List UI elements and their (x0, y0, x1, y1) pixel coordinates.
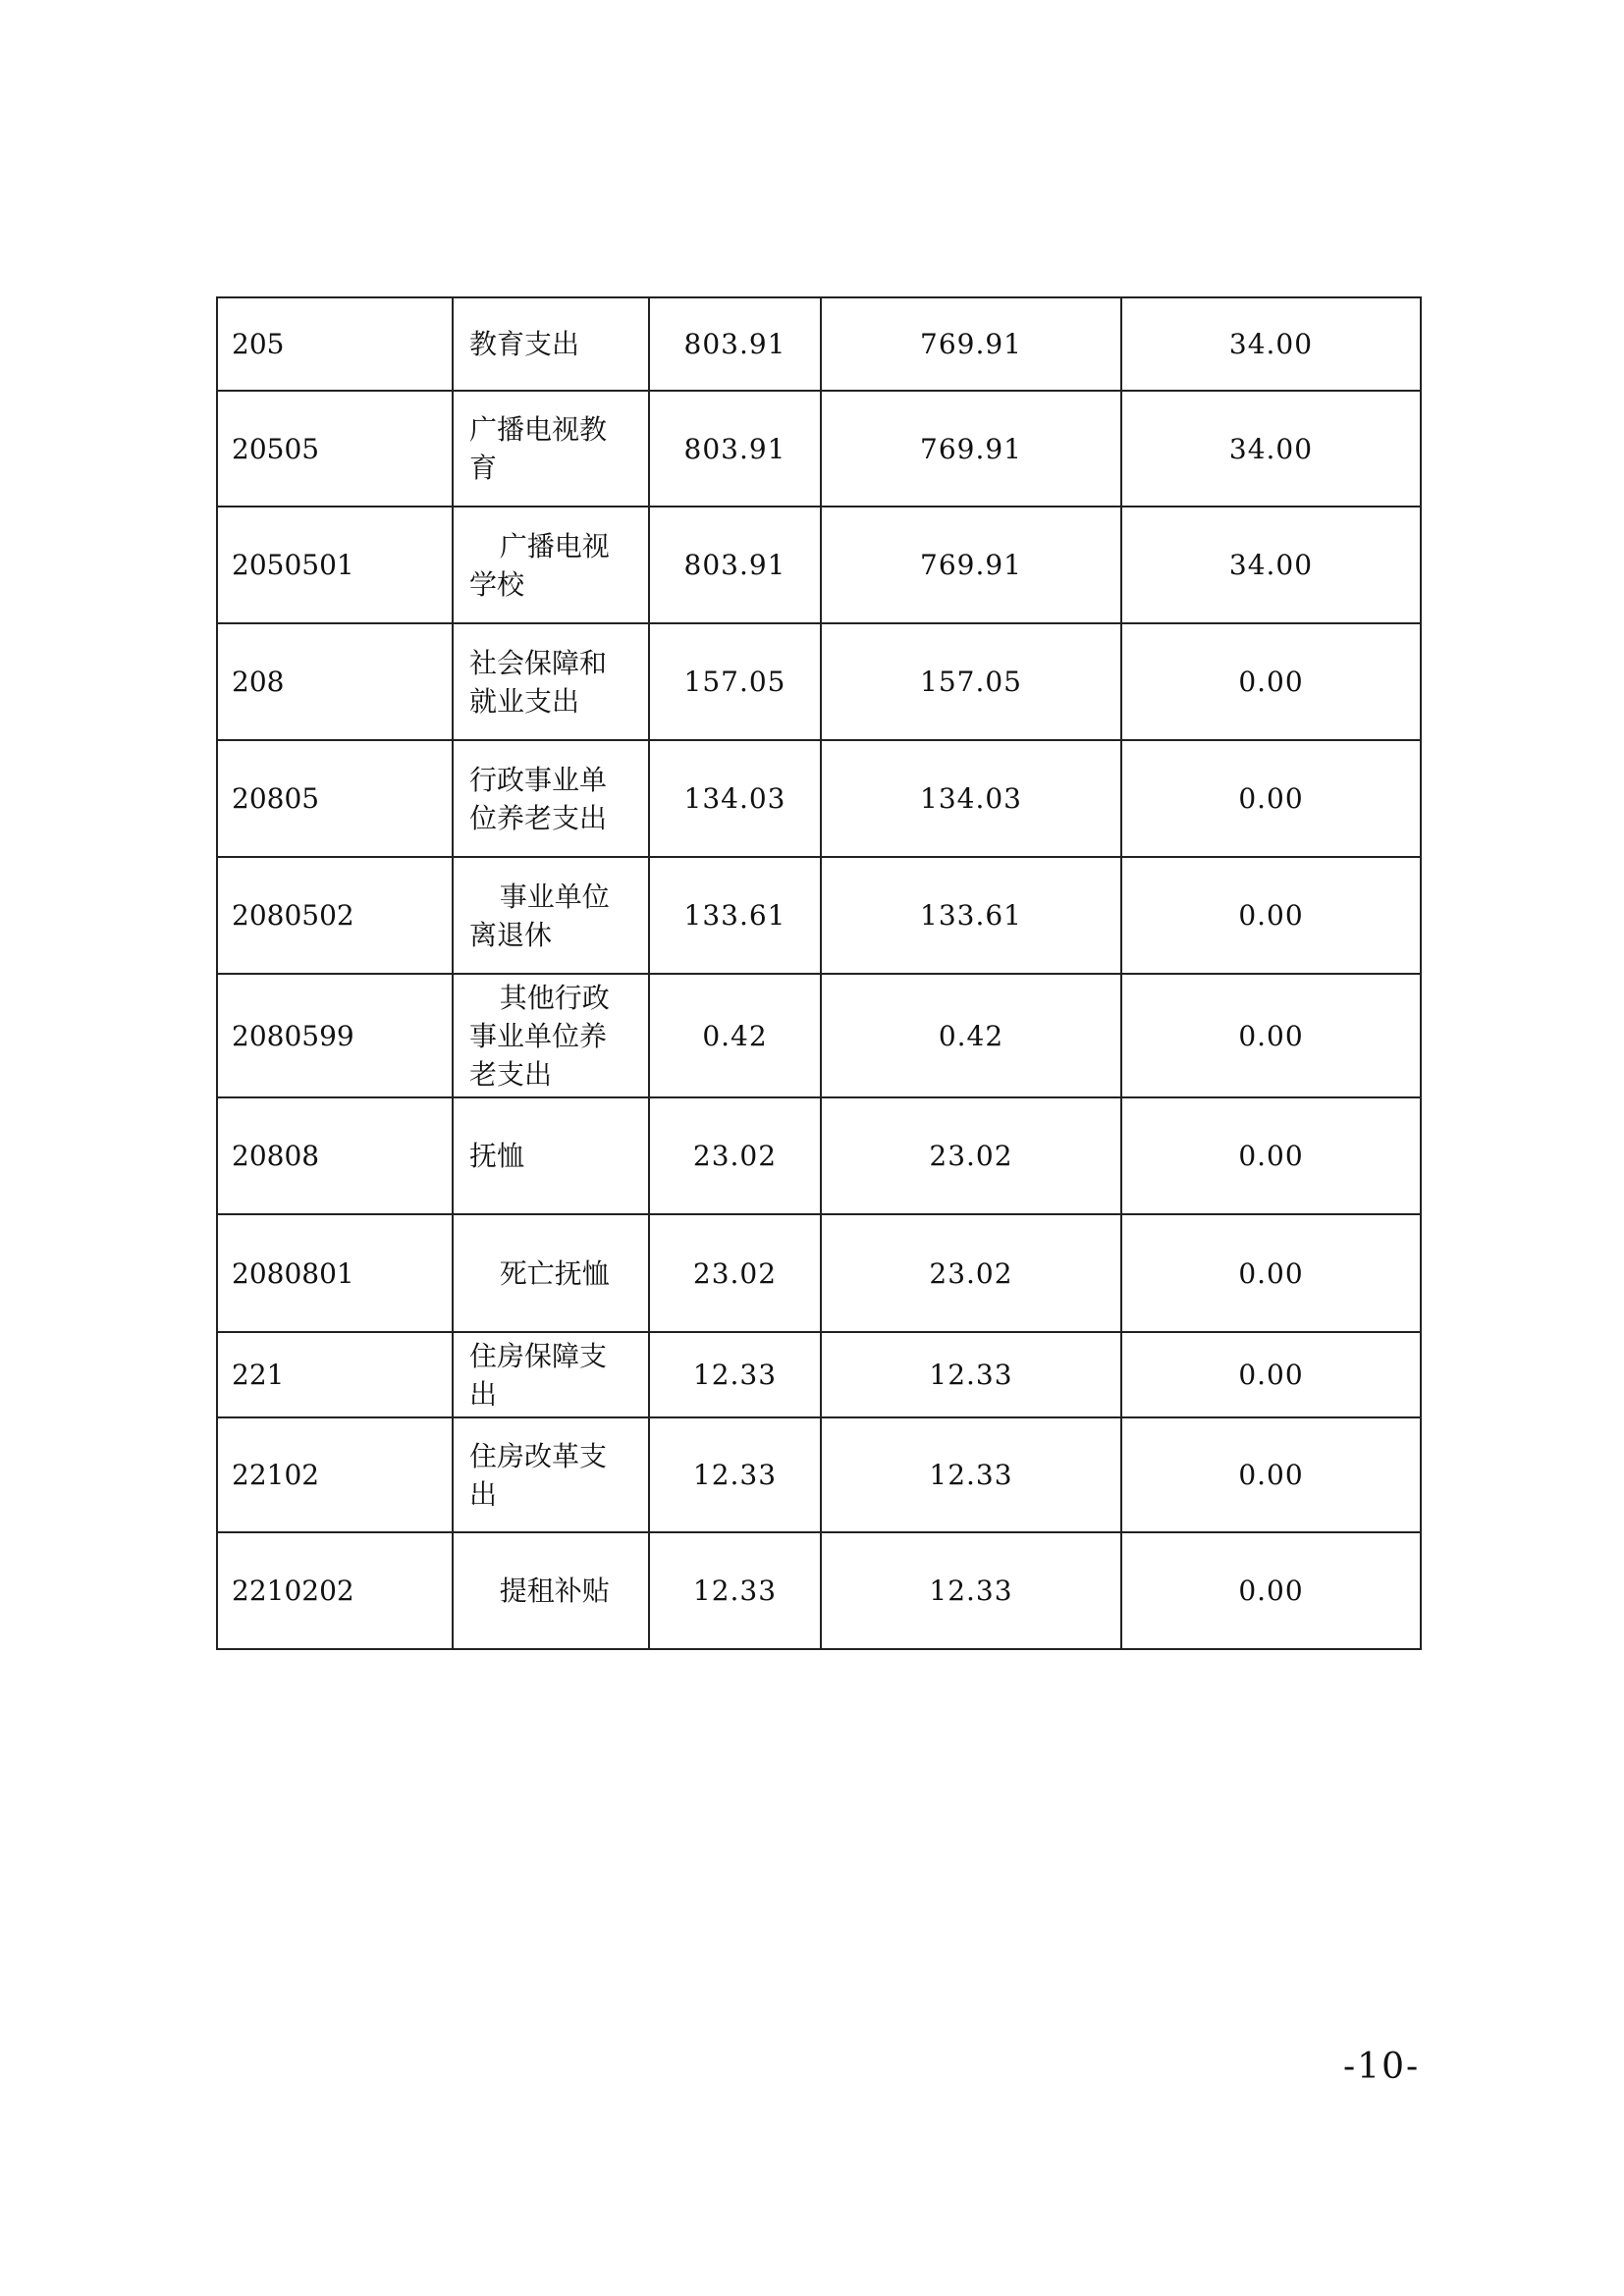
row-code-cell: 2210202 (217, 1532, 453, 1649)
row-code-cell: 2080502 (217, 857, 453, 974)
row-name-cell: 死亡抚恤 (453, 1214, 649, 1332)
row-project-cell: 0.00 (1121, 623, 1421, 740)
row-project-cell: 0.00 (1121, 974, 1421, 1097)
row-total-cell: 803.91 (649, 507, 821, 623)
row-basic-cell: 133.61 (821, 857, 1121, 974)
row-name-cell: 广播电视学校 (453, 507, 649, 623)
row-code-cell: 20808 (217, 1097, 453, 1214)
row-name-cell: 行政事业单位养老支出 (453, 740, 649, 857)
row-basic-cell: 12.33 (821, 1532, 1121, 1649)
row-total-cell: 23.02 (649, 1097, 821, 1214)
row-total-cell: 803.91 (649, 391, 821, 507)
row-code-cell: 20505 (217, 391, 453, 507)
row-total-cell: 12.33 (649, 1332, 821, 1417)
row-code-cell: 20805 (217, 740, 453, 857)
row-code-cell: 2080599 (217, 974, 453, 1097)
row-total-cell: 803.91 (649, 297, 821, 391)
row-basic-cell: 134.03 (821, 740, 1121, 857)
budget-table-body (217, 297, 1421, 1649)
table-row (217, 297, 1421, 391)
row-name-cell: 社会保障和就业支出 (453, 623, 649, 740)
row-basic-cell: 769.91 (821, 391, 1121, 507)
row-total-cell: 0.42 (649, 974, 821, 1097)
row-name-cell: 广播电视教育 (453, 391, 649, 507)
row-basic-cell: 157.05 (821, 623, 1121, 740)
table-row (217, 974, 1421, 1097)
row-project-cell: 34.00 (1121, 297, 1421, 391)
row-total-cell: 133.61 (649, 857, 821, 974)
row-project-cell: 0.00 (1121, 1214, 1421, 1332)
row-basic-cell: 23.02 (821, 1214, 1121, 1332)
table-row (217, 1532, 1421, 1649)
table-row (217, 1214, 1421, 1332)
row-basic-cell: 12.33 (821, 1332, 1121, 1417)
row-name-cell: 教育支出 (453, 297, 649, 391)
table-row (217, 391, 1421, 507)
row-code-cell: 205 (217, 297, 453, 391)
row-total-cell: 12.33 (649, 1417, 821, 1532)
row-code-cell: 221 (217, 1332, 453, 1417)
row-code-cell: 22102 (217, 1417, 453, 1532)
row-total-cell: 23.02 (649, 1214, 821, 1332)
row-name-cell: 住房改革支出 (453, 1417, 649, 1532)
table-row (217, 1097, 1421, 1214)
row-basic-cell: 769.91 (821, 297, 1121, 391)
row-name-cell: 其他行政事业单位养老支出 (453, 974, 649, 1097)
row-code-cell: 2050501 (217, 507, 453, 623)
row-project-cell: 0.00 (1121, 1332, 1421, 1417)
table-row (217, 857, 1421, 974)
row-name-cell: 住房保障支出 (453, 1332, 649, 1417)
row-basic-cell: 23.02 (821, 1097, 1121, 1214)
table-row (217, 740, 1421, 857)
row-total-cell: 157.05 (649, 623, 821, 740)
table-row (217, 1417, 1421, 1532)
row-basic-cell: 12.33 (821, 1417, 1121, 1532)
table-row (217, 623, 1421, 740)
row-basic-cell: 769.91 (821, 507, 1121, 623)
row-code-cell: 208 (217, 623, 453, 740)
row-name-cell: 抚恤 (453, 1097, 649, 1214)
row-name-cell: 提租补贴 (453, 1532, 649, 1649)
page-number: -10- (1343, 2047, 1421, 2087)
row-project-cell: 0.00 (1121, 857, 1421, 974)
row-project-cell: 0.00 (1121, 740, 1421, 857)
row-project-cell: 0.00 (1121, 1417, 1421, 1532)
table-row (217, 507, 1421, 623)
row-code-cell: 2080801 (217, 1214, 453, 1332)
table-row (217, 1332, 1421, 1417)
row-basic-cell: 0.42 (821, 974, 1121, 1097)
row-project-cell: 0.00 (1121, 1532, 1421, 1649)
row-total-cell: 12.33 (649, 1532, 821, 1649)
row-total-cell: 134.03 (649, 740, 821, 857)
row-project-cell: 34.00 (1121, 507, 1421, 623)
row-project-cell: 34.00 (1121, 391, 1421, 507)
row-project-cell: 0.00 (1121, 1097, 1421, 1214)
row-name-cell: 事业单位离退休 (453, 857, 649, 974)
budget-table (216, 296, 1422, 1650)
